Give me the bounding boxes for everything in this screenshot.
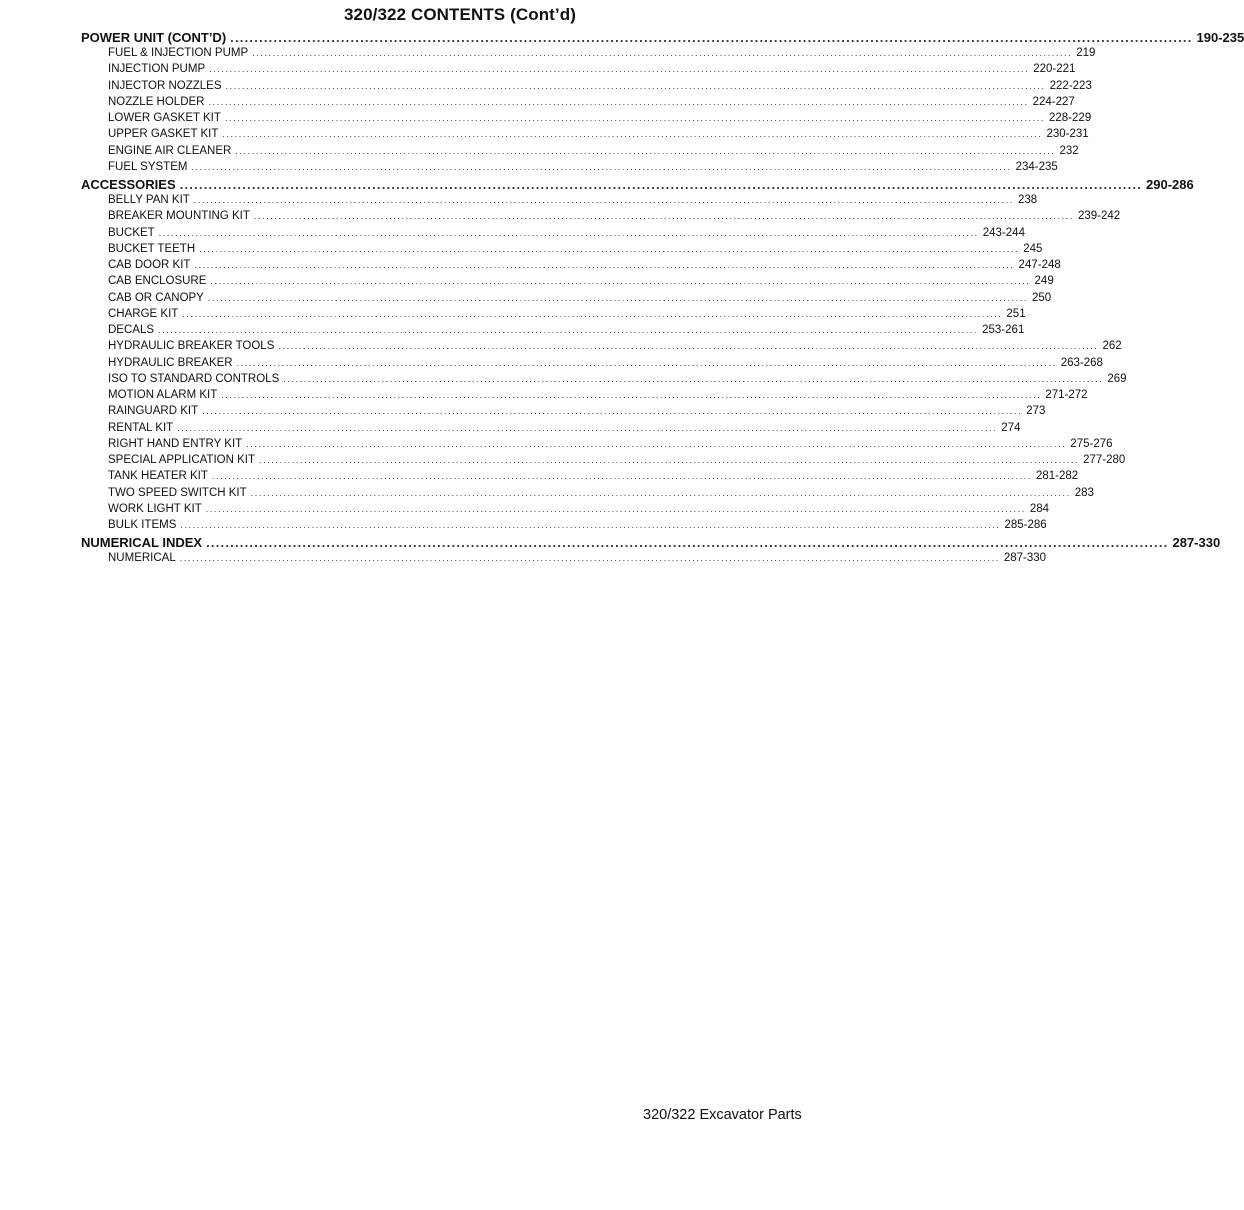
- toc-entry-pages: 271-272: [1045, 389, 1088, 401]
- toc-entry-pages: 238: [1017, 194, 1038, 206]
- toc-entry-pages: 262: [1102, 340, 1122, 353]
- toc-entry-row: [81, 259, 1061, 275]
- toc-entry-row: [81, 160, 1058, 177]
- toc-entry-label: TANK HEATER KIT: [108, 470, 208, 483]
- toc-entry-pages: 275-276: [1070, 437, 1113, 450]
- toc-entry-label: CHARGE KIT: [108, 307, 179, 320]
- dot-leader: ........................................................................................................................................................................................................: [222, 129, 1043, 140]
- toc-entry-label: NUMERICAL: [108, 552, 176, 565]
- dot-leader: ........................................................................................................................................................................................................: [278, 341, 1099, 352]
- toc-entry-label: FUEL SYSTEM: [108, 160, 188, 173]
- toc-entry-row: [81, 226, 1025, 243]
- toc-entry-row: [81, 79, 1092, 96]
- dot-leader: ........................................................................................................................................................................................................: [246, 438, 1067, 449]
- dot-leader: ........................................................................................................................................................................................................: [230, 30, 1193, 45]
- toc-entry-row: [81, 112, 1092, 128]
- toc-entry-pages: 273: [1026, 405, 1046, 418]
- toc-entry-label: INJECTOR NOZZLES: [108, 79, 222, 92]
- table-of-contents: [81, 30, 1244, 569]
- toc-entry-label: HYDRAULIC BREAKER TOOLS: [108, 340, 275, 353]
- toc-entry-label: UPPER GASKET KIT: [108, 128, 219, 141]
- toc-entry-pages: 269: [1107, 372, 1127, 385]
- dot-leader: ........................................................................................................................................................................................................: [158, 325, 979, 335]
- dot-leader: ........................................................................................................................................................................................................: [182, 308, 1003, 319]
- toc-entry-pages: 274: [1001, 421, 1021, 434]
- toc-entry-pages: 287-330: [1003, 552, 1047, 565]
- toc-entry-label: CAB OR CANOPY: [108, 291, 204, 304]
- toc-entry-label: TWO SPEED SWITCH KIT: [108, 486, 247, 499]
- toc-entry-label: MOTION ALARM KIT: [108, 389, 218, 401]
- dot-leader: ........................................................................................................................................................................................................: [208, 96, 1029, 107]
- toc-entry-pages: 281-282: [1036, 470, 1079, 483]
- dot-leader: ........................................................................................................................................................................................................: [209, 64, 1030, 75]
- toc-entry-pages: 247-248: [1018, 259, 1061, 271]
- dot-leader: ........................................................................................................................................................................................................: [250, 487, 1071, 498]
- toc-entry-pages: 285-286: [1004, 519, 1047, 531]
- toc-entry-pages: 239-242: [1077, 210, 1121, 223]
- dot-leader: ........................................................................................................................................................................................................: [207, 292, 1028, 303]
- toc-entry-row: [81, 128, 1089, 144]
- toc-entry-pages: 245: [1023, 242, 1043, 255]
- toc-entry-row: [81, 242, 1043, 259]
- toc-entry-row: [81, 519, 1047, 535]
- toc-entry-pages: 219: [1076, 47, 1096, 59]
- toc-entry-label: SPECIAL APPLICATION KIT: [108, 454, 255, 466]
- toc-entry-pages: 263-268: [1060, 356, 1103, 369]
- toc-entry-pages: 253-261: [982, 324, 1025, 336]
- toc-entry-pages: 249: [1034, 275, 1054, 288]
- toc-entry-row: [81, 502, 1050, 519]
- toc-entry-row: [81, 47, 1096, 63]
- toc-entry-pages: 251: [1006, 307, 1026, 320]
- toc-entry-pages: 220-221: [1033, 63, 1076, 76]
- dot-leader: ........................................................................................................................................................................................................: [211, 471, 1032, 482]
- dot-leader: ........................................................................................................................................................................................................: [177, 422, 998, 433]
- toc-section-title: POWER UNIT (CONT’D): [81, 30, 227, 45]
- toc-entry-pages: 230-231: [1046, 128, 1089, 141]
- toc-entry-row: [81, 405, 1046, 421]
- dot-leader: ........................................................................................................................................................................................................: [193, 195, 1014, 205]
- toc-entry-row: [81, 210, 1121, 226]
- toc-entry-label: RIGHT HAND ENTRY KIT: [108, 437, 243, 450]
- toc-entry-pages: 243-244: [982, 226, 1025, 239]
- toc-entry-label: BUCKET: [108, 226, 155, 239]
- toc-entry-label: WORK LIGHT KIT: [108, 502, 202, 515]
- toc-entry-label: RENTAL KIT: [108, 421, 174, 434]
- toc-entry-row: [81, 421, 1021, 438]
- toc-section-row: [81, 177, 1194, 194]
- toc-section-row: [81, 30, 1244, 47]
- dot-leader: ........................................................................................................................................................................................................: [206, 535, 1169, 551]
- toc-entry-label: BULK ITEMS: [108, 519, 177, 531]
- toc-entry-label: INJECTION PUMP: [108, 63, 206, 76]
- page-title: 320/322 CONTENTS (Cont’d): [343, 5, 577, 24]
- toc-entry-pages: 277-280: [1083, 454, 1126, 466]
- toc-entry-row: [81, 389, 1088, 405]
- toc-section-pages: 190-235: [1196, 30, 1244, 45]
- toc-entry-label: FUEL & INJECTION PUMP: [108, 47, 249, 59]
- dot-leader: ........................................................................................................................................................................................................: [235, 145, 1056, 156]
- toc-entry-row: [81, 356, 1103, 373]
- dot-leader: ........................................................................................................................................................................................................: [158, 227, 979, 238]
- dot-leader: ........................................................................................................................................................................................................: [253, 211, 1074, 222]
- toc-entry-row: [81, 275, 1054, 291]
- dot-leader: ........................................................................................................................................................................................................: [283, 373, 1104, 384]
- toc-section-pages: 287-330: [1172, 535, 1221, 551]
- toc-entry-label: LOWER GASKET KIT: [108, 112, 221, 124]
- toc-entry-label: BREAKER MOUNTING KIT: [108, 210, 250, 223]
- toc-entry-label: BUCKET TEETH: [108, 242, 196, 255]
- toc-entry-pages: 222-223: [1049, 79, 1092, 92]
- dot-leader: ........................................................................................................................................................................................................: [252, 48, 1073, 58]
- toc-entry-row: [81, 194, 1038, 210]
- toc-section-title: ACCESSORIES: [81, 177, 176, 192]
- toc-entry-label: CAB DOOR KIT: [108, 259, 191, 271]
- dot-leader: ........................................................................................................................................................................................................: [194, 260, 1015, 270]
- toc-entry-row: [81, 486, 1094, 503]
- toc-entry-label: BELLY PAN KIT: [108, 194, 190, 206]
- toc-entry-row: [81, 291, 1052, 308]
- toc-entry-row: [81, 454, 1126, 470]
- dot-leader: ........................................................................................................................................................................................................: [225, 80, 1046, 91]
- dot-leader: ........................................................................................................................................................................................................: [179, 177, 1143, 192]
- toc-entry-pages: 283: [1074, 486, 1094, 499]
- page-footer: 320/322 Excavator Parts: [643, 1107, 802, 1123]
- toc-entry-label: ISO TO STANDARD CONTROLS: [108, 372, 280, 385]
- toc-entry-label: HYDRAULIC BREAKER: [108, 356, 233, 369]
- dot-leader: ........................................................................................................................................................................................................: [199, 243, 1020, 254]
- toc-entry-pages: 284: [1029, 502, 1050, 515]
- toc-entry-pages: 232: [1059, 144, 1079, 157]
- dot-leader: ........................................................................................................................................................................................................: [221, 390, 1042, 400]
- dot-leader: ........................................................................................................................................................................................................: [202, 406, 1023, 417]
- toc-entry-pages: 250: [1031, 291, 1052, 304]
- dot-leader: ........................................................................................................................................................................................................: [205, 503, 1026, 514]
- dot-leader: ........................................................................................................................................................................................................: [191, 161, 1012, 172]
- toc-entry-row: [81, 552, 1047, 568]
- toc-entry-row: [81, 324, 1025, 340]
- dot-leader: ........................................................................................................................................................................................................: [259, 455, 1080, 465]
- dot-leader: ........................................................................................................................................................................................................: [236, 357, 1057, 368]
- toc-section-row: [81, 535, 1221, 552]
- toc-entry-pages: 234-235: [1015, 160, 1058, 173]
- toc-entry-row: [81, 340, 1122, 356]
- toc-entry-label: NOZZLE HOLDER: [108, 95, 205, 108]
- toc-entry-row: [81, 95, 1075, 112]
- toc-entry-row: [81, 372, 1127, 389]
- dot-leader: ........................................................................................................................................................................................................: [179, 553, 1000, 564]
- toc-entry-label: DECALS: [108, 324, 155, 336]
- toc-entry-row: [81, 437, 1113, 454]
- toc-entry-row: [81, 63, 1076, 79]
- dot-leader: ........................................................................................................................................................................................................: [180, 520, 1001, 530]
- dot-leader: ........................................................................................................................................................................................................: [210, 276, 1031, 287]
- dot-leader: ........................................................................................................................................................................................................: [224, 113, 1046, 123]
- toc-entry-pages: 228-229: [1049, 112, 1092, 124]
- toc-entry-row: [81, 307, 1026, 324]
- toc-entry-row: [81, 470, 1079, 486]
- toc-entry-row: [81, 144, 1079, 161]
- toc-section-title: NUMERICAL INDEX: [81, 535, 203, 551]
- toc-section-pages: 290-286: [1146, 177, 1194, 192]
- toc-entry-label: ENGINE AIR CLEANER: [108, 144, 232, 157]
- toc-entry-label: CAB ENCLOSURE: [108, 275, 207, 288]
- toc-entry-pages: 224-227: [1032, 95, 1075, 108]
- toc-entry-label: RAINGUARD KIT: [108, 405, 199, 418]
